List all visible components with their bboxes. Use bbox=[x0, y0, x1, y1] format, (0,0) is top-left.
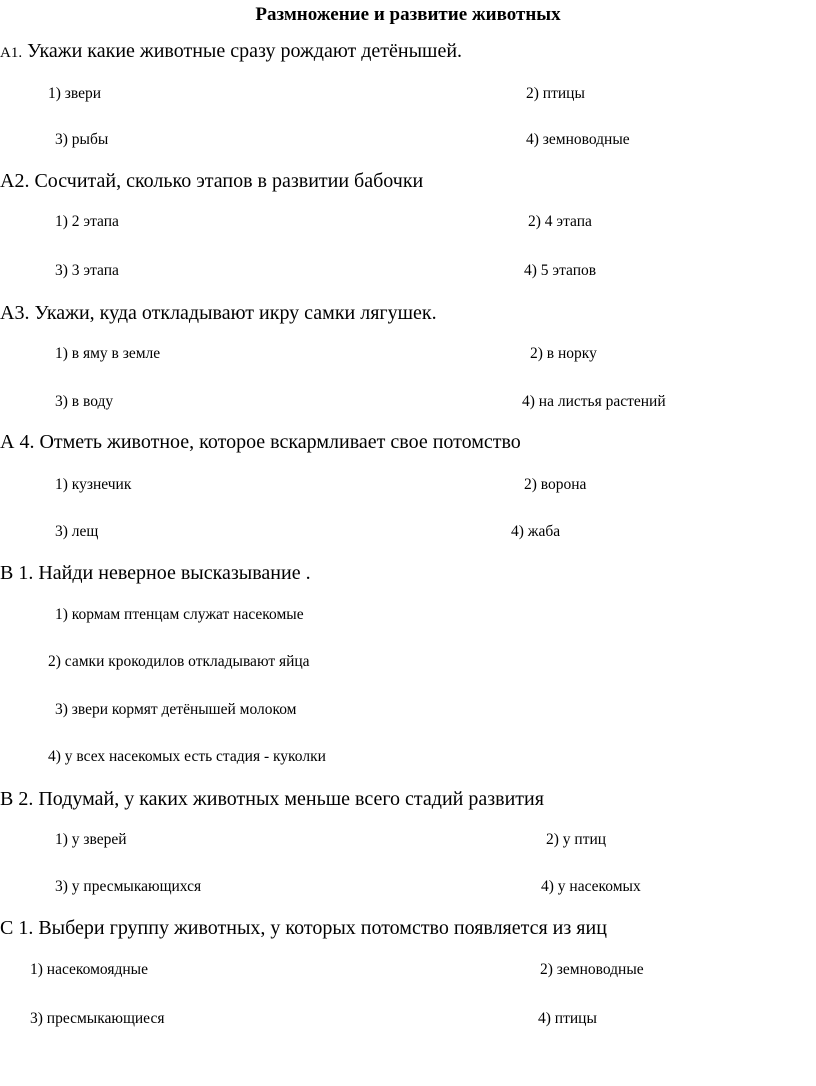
question-b2-text: В 2. Подумай, у каких животных меньше всего стадий развития bbox=[0, 788, 544, 810]
option-a4-2: 2) ворона bbox=[524, 476, 587, 493]
question-a1-text: Укажи какие животные сразу рождают детёнышей. bbox=[22, 40, 463, 62]
option-a3-1: 1) в яму в земле bbox=[55, 345, 161, 362]
question-c1 bbox=[0, 917, 607, 940]
option-c1-3: 3) пресмыкающиеся bbox=[30, 1010, 165, 1027]
option-a4-4: 4) жаба bbox=[511, 523, 561, 540]
question-b1-text: В 1. Найди неверное высказывание . bbox=[0, 562, 311, 584]
question-a4 bbox=[0, 431, 521, 454]
option-c1-4: 4) птицы bbox=[538, 1010, 597, 1027]
option-a2-2: 2) 4 этапа bbox=[528, 213, 592, 230]
question-c1-text: С 1. Выбери группу животных, у которых потомство появляется из яиц bbox=[0, 917, 607, 939]
option-b2-3: 3) у пресмыкающихся bbox=[55, 878, 202, 895]
option-a3-3: 3) в воду bbox=[55, 393, 114, 410]
option-b2-1: 1) у зверей bbox=[55, 831, 127, 848]
option-b2-4: 4) у насекомых bbox=[541, 878, 641, 895]
question-a2 bbox=[0, 170, 423, 193]
option-a1-3: 3) рыбы bbox=[55, 131, 109, 148]
question-a1-prefix: А1. bbox=[0, 45, 23, 61]
option-a3-4: 4) на листья растений bbox=[522, 393, 666, 410]
option-a1-2: 2) птицы bbox=[526, 85, 585, 102]
option-a2-1: 1) 2 этапа bbox=[55, 213, 119, 230]
question-b2 bbox=[0, 788, 544, 811]
question-a4-text: А 4. Отметь животное, которое вскармливает свое потомство bbox=[0, 431, 521, 453]
option-b1-2: 2) самки крокодилов откладывают яйца bbox=[48, 653, 310, 670]
option-b1-4: 4) у всех насекомых есть стадия - куколки bbox=[48, 748, 326, 765]
question-a2-text: А2. Сосчитай, сколько этапов в развитии бабочки bbox=[0, 170, 424, 192]
question-a1 bbox=[0, 40, 462, 63]
option-c1-1: 1) насекомоядные bbox=[30, 961, 148, 978]
option-a4-1: 1) кузнечик bbox=[55, 476, 132, 493]
option-a2-4: 4) 5 этапов bbox=[524, 262, 597, 279]
option-a3-2: 2) в норку bbox=[530, 345, 597, 362]
option-b1-3: 3) звери кормят детёнышей молоком bbox=[55, 701, 297, 718]
option-c1-2: 2) земноводные bbox=[540, 961, 644, 978]
option-b1-1: 1) кормам птенцам служат насекомые bbox=[55, 606, 304, 623]
option-a4-3: 3) лещ bbox=[55, 523, 99, 540]
question-a3-text: А3. Укажи, куда откладывают икру самки лягушек. bbox=[0, 302, 437, 324]
option-a1-1: 1) звери bbox=[48, 85, 102, 102]
option-b2-2: 2) у птиц bbox=[546, 831, 607, 848]
option-a2-3: 3) 3 этапа bbox=[55, 262, 119, 279]
document-title: Размножение и развитие животных bbox=[255, 4, 561, 25]
question-a3 bbox=[0, 302, 437, 325]
question-b1 bbox=[0, 562, 311, 585]
option-a1-4: 4) земноводные bbox=[526, 131, 630, 148]
